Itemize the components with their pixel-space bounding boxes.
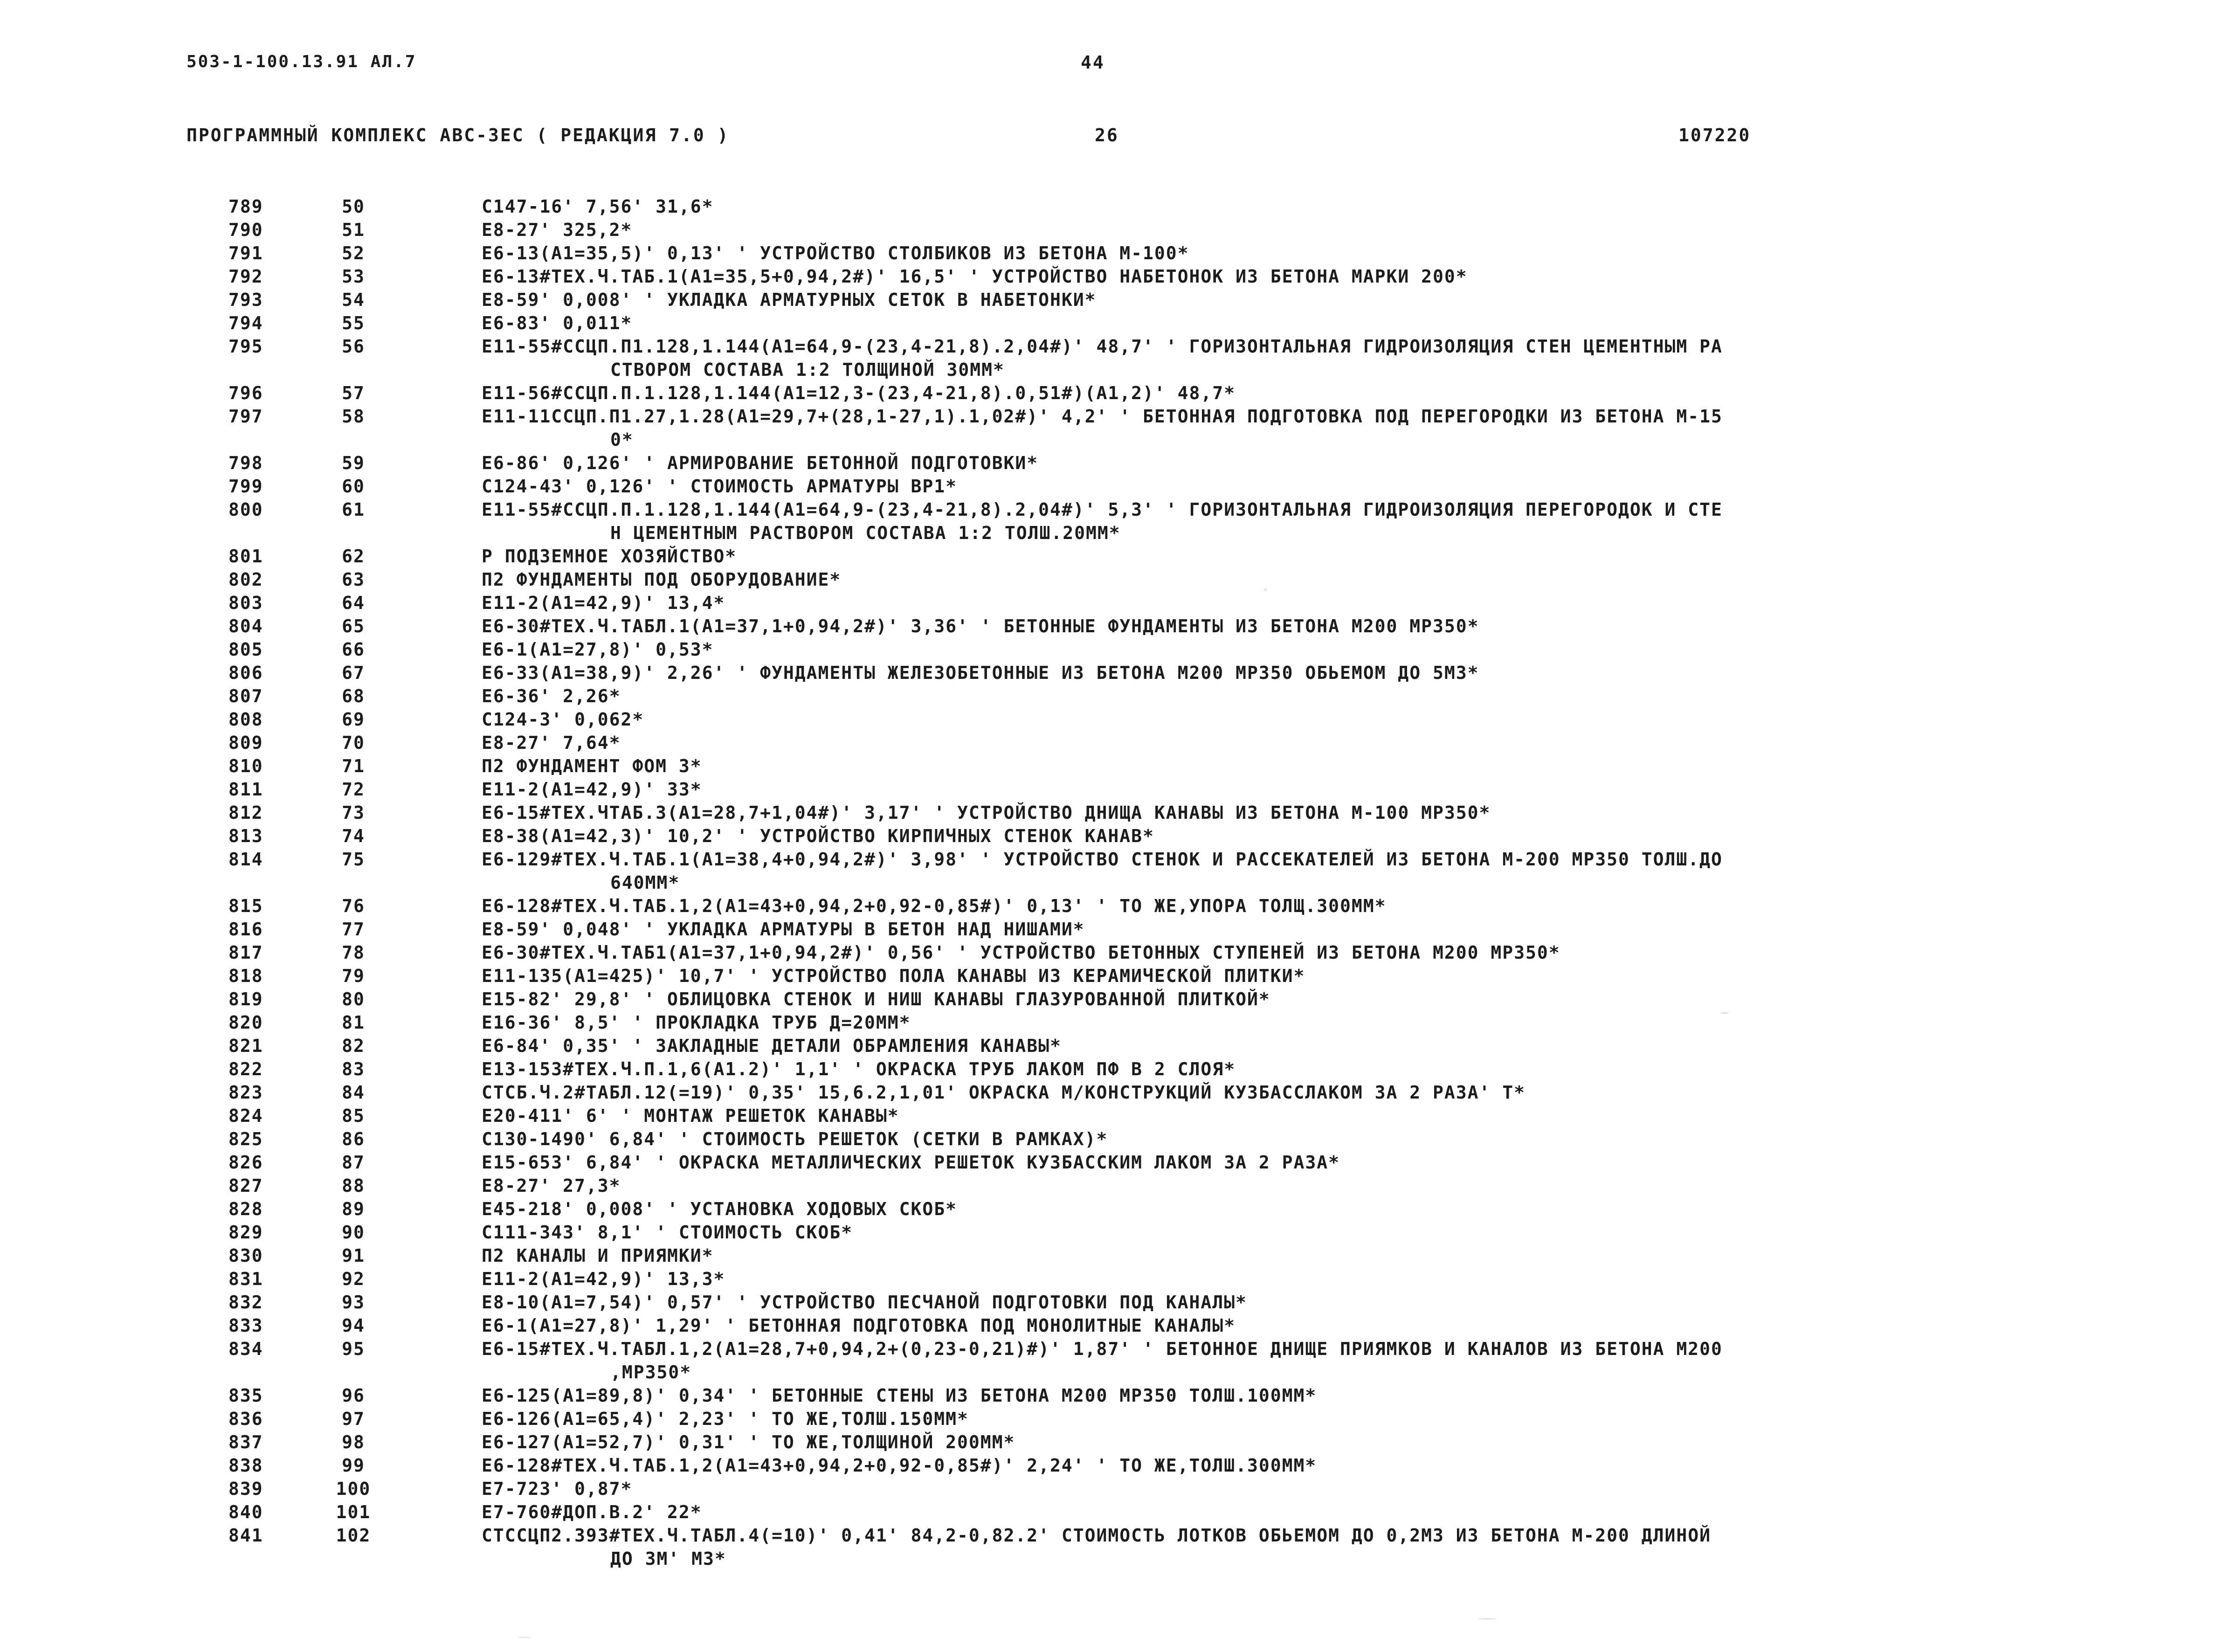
listing-row (224, 918, 2229, 941)
statement-number: 59 (342, 453, 365, 473)
line-number: 813 (228, 826, 263, 846)
listing-row (224, 1477, 2229, 1500)
listing-row (224, 1244, 2229, 1267)
line-number: 836 (228, 1409, 263, 1429)
statement-number: 54 (342, 290, 365, 310)
listing-row (224, 824, 2229, 848)
statement-text (482, 545, 2216, 568)
statement-number: 95 (342, 1339, 365, 1359)
listing-row (224, 265, 2229, 288)
statement-text (482, 894, 2216, 918)
line-number: 800 (228, 499, 263, 520)
listing-row (224, 801, 2229, 824)
statement-line: П2 КАНАЛЫ И ПРИЯМКИ* (482, 1245, 714, 1266)
statement-line: Е7-723' 0,87* (482, 1479, 633, 1499)
statement-line: Е6-1(А1=27,8)' 1,29' ' БЕТОННАЯ ПОДГОТОВКА ПОД МОНОЛИТНЫЕ КАНАЛЫ* (482, 1315, 1236, 1336)
statement-number: 64 (342, 593, 365, 613)
statement-number: 52 (342, 243, 365, 263)
statement-number: 99 (342, 1455, 365, 1476)
line-number: 819 (228, 989, 263, 1009)
statement-line: Е8-27' 27,3* (482, 1175, 621, 1196)
statement-line: Е8-27' 325,2* (482, 220, 633, 240)
listing-row (224, 311, 2229, 335)
statement-line: Е8-59' 0,008' ' УКЛАДКА АРМАТУРНЫХ СЕТОК В НАБЕТОНКИ* (482, 290, 1097, 310)
line-number: 817 (228, 942, 263, 963)
statement-text (482, 498, 2216, 545)
statement-line: Е6-83' 0,011* (482, 313, 633, 333)
scan-smudge (1478, 1618, 1497, 1620)
statement-text (482, 941, 2216, 964)
statement-text (482, 1174, 2216, 1197)
statement-number: 72 (342, 779, 365, 800)
statement-number: 50 (342, 196, 365, 217)
program-listing (224, 195, 2229, 1570)
statement-line: Е8-38(А1=42,3)' 10,2' ' УСТРОЙСТВО КИРПИЧНЫХ СТЕНОК КАНАВ* (482, 826, 1154, 846)
line-number: 825 (228, 1129, 263, 1149)
listing-row (224, 1291, 2229, 1314)
statement-text (482, 195, 2216, 218)
statement-line: Е45-218' 0,008' ' УСТАНОВКА ХОДОВЫХ СКОБ* (482, 1199, 957, 1219)
statement-line: С111-343' 8,1' ' СТОИМОСТЬ СКОБ* (482, 1222, 853, 1243)
program-title: ПРОГРАММНЫЙ КОМПЛЕКС АВС-3ЕС ( РЕДАКЦИЯ 7.0 ) (186, 125, 730, 145)
statement-line: С124-3' 0,062* (482, 709, 644, 730)
listing-row (224, 1174, 2229, 1197)
listing-row (224, 684, 2229, 708)
line-number: 841 (228, 1525, 263, 1546)
statement-line: Е11-2(А1=42,9)' 13,4* (482, 593, 725, 613)
statement-text (482, 381, 2216, 405)
statement-number: 100 (336, 1479, 371, 1499)
line-number: 826 (228, 1152, 263, 1173)
line-number: 799 (228, 476, 263, 497)
statement-text (482, 1291, 2216, 1314)
line-number: 801 (228, 546, 263, 567)
statement-text (482, 988, 2216, 1011)
line-number: 796 (228, 383, 263, 403)
statement-number: 83 (342, 1059, 365, 1079)
listing-row (224, 1151, 2229, 1174)
statement-text (482, 1267, 2216, 1291)
statement-number: 53 (342, 266, 365, 287)
listing-row (224, 591, 2229, 615)
statement-number: 71 (342, 756, 365, 776)
listing-row (224, 1011, 2229, 1034)
line-number: 816 (228, 919, 263, 940)
statement-line: Е11-55#ССЦП.П.1.128,1.144(А1=64,9-(23,4-21,8).2,04#)' 5,3' ' ГОРИЗОНТАЛЬНАЯ ГИДРОИЗОЛЯЦИЯ ПЕРЕГОРОДОК И СТЕ (482, 499, 1723, 520)
statement-continuation: ,МР350* (610, 1362, 692, 1382)
statement-line: Е8-59' 0,048' ' УКЛАДКА АРМАТУРЫ В БЕТОН НАД НИШАМИ* (482, 919, 1085, 940)
statement-number: 91 (342, 1245, 365, 1266)
statement-number: 75 (342, 849, 365, 870)
statement-number: 58 (342, 406, 365, 427)
statement-line: Е7-760#ДОП.В.2' 22* (482, 1502, 702, 1522)
listing-row (224, 475, 2229, 498)
listing-row (224, 568, 2229, 591)
listing-row (224, 988, 2229, 1011)
statement-text (482, 405, 2216, 451)
statement-text (482, 218, 2216, 242)
statement-text (482, 311, 2216, 335)
statement-text (482, 731, 2216, 754)
statement-number: 101 (336, 1502, 371, 1522)
statement-number: 93 (342, 1292, 365, 1313)
statement-line: Е6-127(А1=52,7)' 0,31' ' ТО ЖЕ,ТОЛЩИНОЙ 200ММ* (482, 1432, 1015, 1452)
statement-line: Е8-10(А1=7,54)' 0,57' ' УСТРОЙСТВО ПЕСЧАНОЙ ПОДГОТОВКИ ПОД КАНАЛЫ* (482, 1292, 1247, 1313)
statement-line: Е11-135(А1=425)' 10,7' ' УСТРОЙСТВО ПОЛА КАНАВЫ ИЗ КЕРАМИЧЕСКОЙ ПЛИТКИ* (482, 966, 1305, 986)
statement-line: Е6-86' 0,126' ' АРМИРОВАНИЕ БЕТОННОЙ ПОДГОТОВКИ* (482, 453, 1039, 473)
statement-text (482, 754, 2216, 778)
line-number: 831 (228, 1269, 263, 1289)
listing-row (224, 1431, 2229, 1454)
listing-row (224, 1104, 2229, 1127)
statement-text (482, 778, 2216, 801)
statement-number: 74 (342, 826, 365, 846)
statement-line: Е6-33(А1=38,9)' 2,26' ' ФУНДАМЕНТЫ ЖЕЛЕЗОБЕТОННЫЕ ИЗ БЕТОНА М200 МР350 ОБЬЕМОМ ДО 5М3* (482, 663, 1479, 683)
line-number: 829 (228, 1222, 263, 1243)
listing-row (224, 1058, 2229, 1081)
listing-row (224, 1407, 2229, 1431)
listing-row (224, 1524, 2229, 1570)
statement-line: Е11-56#ССЦП.П.1.128,1.144(А1=12,3-(23,4-21,8).0,51#)(А1,2)' 48,7* (482, 383, 1236, 403)
listing-row (224, 1454, 2229, 1477)
listing-row (224, 1314, 2229, 1337)
statement-number: 84 (342, 1082, 365, 1103)
statement-line: С130-1490' 6,84' ' СТОИМОСТЬ РЕШЕТОК (СЕТКИ В РАМКАХ)* (482, 1129, 1108, 1149)
page-number: 26 (1095, 125, 1119, 145)
line-number: 802 (228, 569, 263, 590)
scan-smudge (1263, 588, 1267, 591)
statement-line: П2 ФУНДАМЕНТ ФОМ 3* (482, 756, 702, 776)
statement-text (482, 824, 2216, 848)
statement-line: Е13-153#ТЕХ.Ч.П.1,6(А1.2)' 1,1' ' ОКРАСКА ТРУБ ЛАКОМ ПФ В 2 СЛОЯ* (482, 1059, 1236, 1079)
listing-row (224, 545, 2229, 568)
line-number: 808 (228, 709, 263, 730)
statement-text (482, 615, 2216, 638)
statement-text (482, 1034, 2216, 1058)
line-number: 804 (228, 616, 263, 636)
statement-line: Е6-13(А1=35,5)' 0,13' ' УСТРОЙСТВО СТОЛБИКОВ ИЗ БЕТОНА М-100* (482, 243, 1189, 263)
statement-text (482, 918, 2216, 941)
statement-continuation: ДО 3М' М3* (610, 1548, 726, 1569)
statement-line: Е20-411' 6' ' МОНТАЖ РЕШЕТОК КАНАВЫ* (482, 1106, 899, 1126)
listing-row (224, 941, 2229, 964)
statement-number: 80 (342, 989, 365, 1009)
statement-line: Е6-128#ТЕХ.Ч.ТАБ.1,2(А1=43+0,94,2+0,92-0,85#)' 2,24' ' ТО ЖЕ,ТОЛШ.300ММ* (482, 1455, 1317, 1476)
statement-line: С124-43' 0,126' ' СТОИМОСТЬ АРМАТУРЫ ВР1* (482, 476, 957, 497)
statement-line: Р ПОДЗЕМНОЕ ХОЗЯЙСТВО* (482, 546, 737, 567)
line-number: 824 (228, 1106, 263, 1126)
line-number: 823 (228, 1082, 263, 1103)
statement-line: Е15-653' 6,84' ' ОКРАСКА МЕТАЛЛИЧЕСКИХ РЕШЕТОК КУЗБАССКИМ ЛАКОМ ЗА 2 РАЗА* (482, 1152, 1340, 1173)
listing-row (224, 731, 2229, 754)
listing-row (224, 778, 2229, 801)
statement-number: 89 (342, 1199, 365, 1219)
line-number: 839 (228, 1479, 263, 1499)
line-number: 789 (228, 196, 263, 217)
line-number: 827 (228, 1175, 263, 1196)
statement-number: 88 (342, 1175, 365, 1196)
statement-line: СТССЦП2.393#ТЕХ.Ч.ТАБЛ.4(=10)' 0,41' 84,2-0,82.2' СТОИМОСТЬ ЛОТКОВ ОБЬЕМОМ ДО 0,2М3 ИЗ БЕТОНА М-200 ДЛИНОЙ (482, 1525, 1712, 1546)
line-number: 811 (228, 779, 263, 800)
statement-line: Е6-125(А1=89,8)' 0,34' ' БЕТОННЫЕ СТЕНЫ ИЗ БЕТОНА М200 МР350 ТОЛШ.100ММ* (482, 1385, 1317, 1406)
line-number: 821 (228, 1036, 263, 1056)
line-number: 833 (228, 1315, 263, 1336)
statement-text (482, 1314, 2216, 1337)
job-code: 107220 (1678, 125, 1751, 145)
listing-row (224, 1034, 2229, 1058)
statement-number: 69 (342, 709, 365, 730)
scan-smudge (518, 1637, 532, 1638)
statement-line: Е6-129#ТЕХ.Ч.ТАБ.1(А1=38,4+0,94,2#)' 3,98' ' УСТРОЙСТВО СТЕНОК И РАССЕКАТЕЛЕЙ ИЗ БЕТОНА М-200 МР350 ТОЛШ.ДО (482, 849, 1723, 870)
statement-line: Е6-30#ТЕХ.Ч.ТАБ1(А1=37,1+0,94,2#)' 0,56' ' УСТРОЙСТВО БЕТОННЫХ СТУПЕНЕЙ ИЗ БЕТОНА М200 МР350* (482, 942, 1560, 963)
statement-continuation: Н ЦЕМЕНТНЫМ РАСТВОРОМ СОСТАВА 1:2 ТОЛШ.20ММ* (610, 523, 1121, 543)
statement-number: 51 (342, 220, 365, 240)
statement-text (482, 661, 2216, 684)
statement-number: 96 (342, 1385, 365, 1406)
statement-line: С147-16' 7,56' 31,6* (482, 196, 714, 217)
statement-number: 60 (342, 476, 365, 497)
line-number: 798 (228, 453, 263, 473)
statement-number: 102 (336, 1525, 371, 1546)
statement-text (482, 451, 2216, 475)
statement-number: 66 (342, 639, 365, 660)
listing-row (224, 242, 2229, 265)
listing-row (224, 1384, 2229, 1407)
statement-text (482, 638, 2216, 661)
listing-row (224, 638, 2229, 661)
statement-text (482, 848, 2216, 894)
statement-text (482, 801, 2216, 824)
statement-text (482, 1477, 2216, 1500)
listing-row (224, 451, 2229, 475)
statement-line: Е11-2(А1=42,9)' 33* (482, 779, 702, 800)
line-number: 795 (228, 336, 263, 357)
line-number: 814 (228, 849, 263, 870)
statement-number: 63 (342, 569, 365, 590)
statement-line: Е6-30#ТЕХ.Ч.ТАБЛ.1(А1=37,1+0,94,2#)' 3,36' ' БЕТОННЫЕ ФУНДАМЕНТЫ ИЗ БЕТОНА М200 МР350* (482, 616, 1479, 636)
listing-row (224, 335, 2229, 381)
statement-text (482, 1197, 2216, 1221)
statement-line: Е11-55#ССЦП.П1.128,1.144(А1=64,9-(23,4-21,8).2,04#)' 48,7' ' ГОРИЗОНТАЛЬНАЯ ГИДРОИЗОЛЯЦИЯ СТЕН ЦЕМЕНТНЫМ РА (482, 336, 1723, 357)
statement-line: Е15-82' 29,8' ' ОБЛИЦОВКА СТЕНОК И НИШ КАНАВЫ ГЛАЗУРОВАННОЙ ПЛИТКОЙ* (482, 989, 1270, 1009)
statement-text (482, 1058, 2216, 1081)
line-number: 818 (228, 966, 263, 986)
listing-row (224, 615, 2229, 638)
line-number: 803 (228, 593, 263, 613)
statement-number: 67 (342, 663, 365, 683)
statement-line: Е6-36' 2,26* (482, 686, 621, 706)
statement-text (482, 684, 2216, 708)
statement-number: 79 (342, 966, 365, 986)
statement-line: Е6-84' 0,35' ' ЗАКЛАДНЫЕ ДЕТАЛИ ОБРАМЛЕНИЯ КАНАВЫ* (482, 1036, 1062, 1056)
statement-continuation: 0* (610, 429, 634, 450)
statement-text (482, 1127, 2216, 1151)
statement-text (482, 1384, 2216, 1407)
statement-text (482, 1431, 2216, 1454)
statement-line: П2 ФУНДАМЕНТЫ ПОД ОБОРУДОВАНИЕ* (482, 569, 842, 590)
statement-number: 77 (342, 919, 365, 940)
line-number: 840 (228, 1502, 263, 1522)
line-number: 793 (228, 290, 263, 310)
statement-text (482, 1337, 2216, 1384)
statement-number: 61 (342, 499, 365, 520)
line-number: 797 (228, 406, 263, 427)
statement-text (482, 1407, 2216, 1431)
line-number: 812 (228, 802, 263, 823)
listing-row (224, 1337, 2229, 1384)
listing-row (224, 195, 2229, 218)
listing-row (224, 288, 2229, 311)
statement-text (482, 335, 2216, 381)
listing-row (224, 1081, 2229, 1104)
statement-text (482, 1454, 2216, 1477)
statement-line: Е11-11ССЦП.П1.27,1.28(А1=29,7+(28,1-27,1).1,02#)' 4,2' ' БЕТОННАЯ ПОДГОТОВКА ПОД ПЕРЕГОРОДКИ ИЗ БЕТОНА М-15 (482, 406, 1723, 427)
line-number: 791 (228, 243, 263, 263)
listing-row (224, 754, 2229, 778)
statement-number: 76 (342, 896, 365, 916)
statement-number: 85 (342, 1106, 365, 1126)
statement-number: 87 (342, 1152, 365, 1173)
listing-row (224, 381, 2229, 405)
statement-text (482, 1524, 2216, 1570)
statement-text (482, 1221, 2216, 1244)
statement-text (482, 1104, 2216, 1127)
line-number: 828 (228, 1199, 263, 1219)
statement-number: 55 (342, 313, 365, 333)
line-number: 835 (228, 1385, 263, 1406)
statement-number: 92 (342, 1269, 365, 1289)
statement-number: 81 (342, 1012, 365, 1033)
line-number: 815 (228, 896, 263, 916)
statement-line: Е6-15#ТЕХ.Ч.ТАБЛ.1,2(А1=28,7+0,94,2+(0,23-0,21)#)' 1,87' ' БЕТОННОЕ ДНИЩЕ ПРИЯМКОВ И КАНАЛОВ ИЗ БЕТОНА М200 (482, 1339, 1723, 1359)
statement-text (482, 265, 2216, 288)
statement-number: 78 (342, 942, 365, 963)
line-number: 794 (228, 313, 263, 333)
statement-text (482, 964, 2216, 988)
listing-row (224, 708, 2229, 731)
statement-number: 86 (342, 1129, 365, 1149)
sheet-number: 44 (1081, 52, 1105, 73)
statement-text (482, 708, 2216, 731)
statement-number: 98 (342, 1432, 365, 1452)
statement-text (482, 591, 2216, 615)
line-number: 834 (228, 1339, 263, 1359)
listing-row (224, 1267, 2229, 1291)
statement-line: Е6-1(А1=27,8)' 0,53* (482, 639, 714, 660)
listing-row (224, 848, 2229, 894)
statement-line: Е6-126(А1=65,4)' 2,23' ' ТО ЖЕ,ТОЛШ.150ММ* (482, 1409, 969, 1429)
line-number: 830 (228, 1245, 263, 1266)
statement-text (482, 1500, 2216, 1524)
line-number: 809 (228, 733, 263, 753)
statement-text (482, 1011, 2216, 1034)
statement-text (482, 288, 2216, 311)
statement-line: Е6-15#ТЕХ.ЧТАБ.3(А1=28,7+1,04#)' 3,17' ' УСТРОЙСТВО ДНИЩА КАНАВЫ ИЗ БЕТОНА М-100 МР350* (482, 802, 1491, 823)
statement-number: 57 (342, 383, 365, 403)
statement-continuation: СТВОРОМ СОСТАВА 1:2 ТОЛЩИНОЙ 30ММ* (610, 359, 1005, 380)
listing-row (224, 894, 2229, 918)
statement-number: 94 (342, 1315, 365, 1336)
line-number: 792 (228, 266, 263, 287)
statement-text (482, 1081, 2216, 1104)
statement-line: Е6-13#ТЕХ.Ч.ТАБ.1(А1=35,5+0,94,2#)' 16,5' ' УСТРОЙСТВО НАБЕТОНОК ИЗ БЕТОНА МАРКИ 200* (482, 266, 1468, 287)
statement-number: 73 (342, 802, 365, 823)
line-number: 810 (228, 756, 263, 776)
statement-text (482, 1244, 2216, 1267)
statement-text (482, 242, 2216, 265)
line-number: 820 (228, 1012, 263, 1033)
listing-row (224, 1197, 2229, 1221)
statement-line: Е8-27' 7,64* (482, 733, 621, 753)
statement-line: Е11-2(А1=42,9)' 13,3* (482, 1269, 725, 1289)
statement-number: 82 (342, 1036, 365, 1056)
line-number: 838 (228, 1455, 263, 1476)
line-number: 832 (228, 1292, 263, 1313)
statement-text (482, 475, 2216, 498)
document-code: 503-1-100.13.91 АЛ.7 (186, 52, 417, 71)
statement-text (482, 1151, 2216, 1174)
statement-line: Е16-36' 8,5' ' ПРОКЛАДКА ТРУБ Д=20ММ* (482, 1012, 911, 1033)
statement-number: 90 (342, 1222, 365, 1243)
listing-row (224, 1500, 2229, 1524)
line-number: 807 (228, 686, 263, 706)
listing-row (224, 964, 2229, 988)
statement-number: 62 (342, 546, 365, 567)
statement-number: 97 (342, 1409, 365, 1429)
listing-row (224, 661, 2229, 684)
listing-row (224, 218, 2229, 242)
scan-smudge (1720, 1012, 1729, 1014)
listing-row (224, 1221, 2229, 1244)
listing-row (224, 498, 2229, 545)
statement-continuation: 640ММ* (610, 872, 680, 893)
statement-text (482, 568, 2216, 591)
line-number: 822 (228, 1059, 263, 1079)
statement-number: 56 (342, 336, 365, 357)
line-number: 837 (228, 1432, 263, 1452)
line-number: 806 (228, 663, 263, 683)
statement-number: 65 (342, 616, 365, 636)
listing-row (224, 1127, 2229, 1151)
line-number: 790 (228, 220, 263, 240)
statement-line: Е6-128#ТЕХ.Ч.ТАБ.1,2(А1=43+0,94,2+0,92-0,85#)' 0,13' ' ТО ЖЕ,УПОРА ТОЛЩ.300ММ* (482, 896, 1387, 916)
listing-row (224, 405, 2229, 451)
line-number: 805 (228, 639, 263, 660)
statement-line: СТСБ.Ч.2#ТАБЛ.12(=19)' 0,35' 15,6.2,1,01' ОКРАСКА М/КОНСТРУКЦИЙ КУЗБАССЛАКОМ ЗА 2 РАЗА' Т* (482, 1082, 1526, 1103)
statement-number: 70 (342, 733, 365, 753)
statement-number: 68 (342, 686, 365, 706)
